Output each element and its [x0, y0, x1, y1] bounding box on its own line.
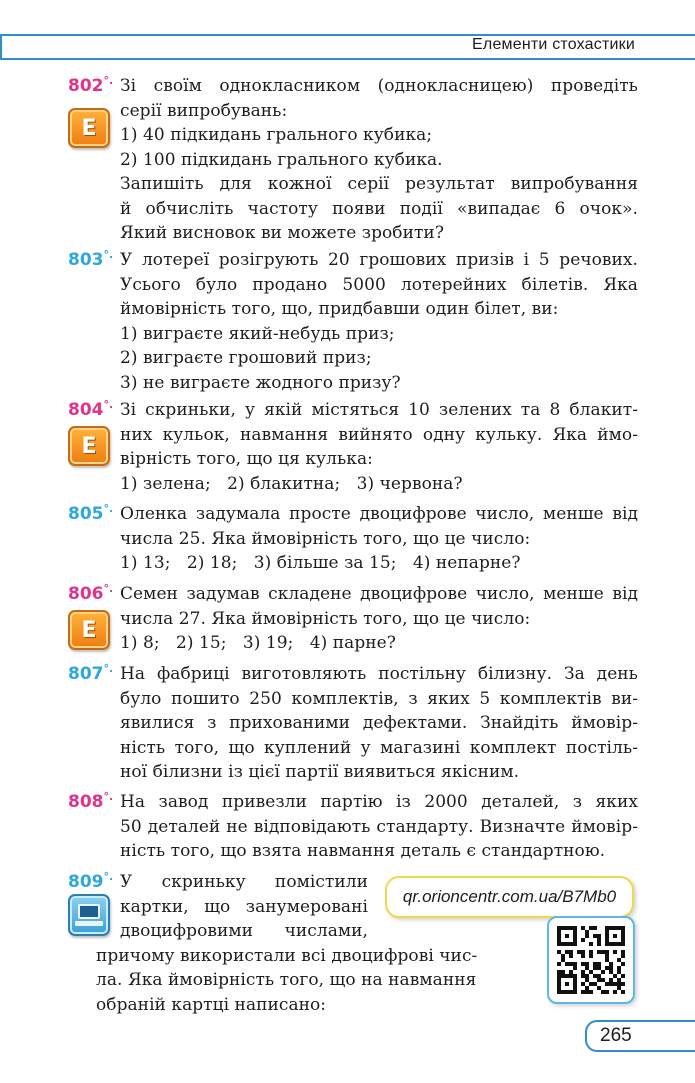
problem-text: Семен задумав складене двоцифрове число, менше від числа 27. Яка ймовірність того, що це число: 1) 8; 2) 15; 3) 19; 4) парне? — [120, 584, 638, 653]
e-icon: E — [68, 426, 110, 466]
e-icon: E — [68, 610, 110, 650]
problem-number: 805°. — [68, 502, 114, 524]
problem-number: 802°. — [68, 74, 114, 96]
problem-number: 806°. — [68, 582, 114, 604]
problem-number: 803°. — [68, 248, 114, 270]
problem-804 — [68, 398, 638, 496]
problem-number: 804°. — [68, 398, 114, 420]
qr-code-icon — [557, 926, 625, 994]
problem-text: Зі своїм однокласником (однокласницею) проведіть серії випробувань: 1) 40 підкидань грального кубика; 2) 100 підкидань грального кубика. Запишіть для кожної серії результат випробування й обчисліть частоту появи події «випадає 6 очок». Який висновок ви можете зробити? — [120, 76, 638, 243]
page-number: 265 — [600, 1025, 632, 1046]
problem-802 — [68, 74, 638, 246]
problem-806 — [68, 582, 638, 656]
computer-icon — [68, 894, 110, 936]
problem-text: Оленка задумала просте двоцифрове число, менше від числа 25. Яка ймовірність того, що це число: 1) 13; 2) 18; 3) більше за 15; 4) непарне? — [120, 504, 638, 573]
problem-number: 807°. — [68, 662, 114, 684]
problem-text: У скриньку помістили картки, що занумеровані двоцифровими числами, причому використали всі двоцифрові чис- ла. Яка ймовірність того, що на навмання обраній картці написано: — [96, 872, 478, 1015]
problem-807 — [68, 662, 638, 785]
qr-link[interactable]: qr.orioncentr.com.ua/B7Mb0 — [385, 876, 634, 918]
problem-number: 808°. — [68, 790, 114, 812]
problem-text: На завод привезли партію із 2000 деталей, з яких 50 деталей не відповідають стандарту. Визначте ймовір- ність того, що взята навмання деталь є стандартною. — [120, 792, 638, 861]
problem-803 — [68, 248, 638, 395]
problem-number: 809°. — [68, 870, 114, 892]
problem-text: У лотереї розігрують 20 грошових призів і 5 речових. Усього було продано 5000 лотерейних білетів. Яка ймовірність того, що, придбавши один білет, ви: 1) виграєте який-небудь приз; 2) виграєте грошовий приз; 3) не виграєте жодного призу? — [120, 250, 638, 393]
problem-text: Зі скриньки, у якій містяться 10 зелених та 8 блакит- них кульок, навмання вийнято одну кульку. Яка ймо- вірність того, що ця кулька: 1) зелена; 2) блакитна; 3) червона? — [120, 400, 638, 494]
problem-805 — [68, 502, 638, 576]
qr-code[interactable] — [547, 916, 635, 1004]
problem-text: На фабриці виготовляють постільну білизну. За день було пошито 250 комплектів, з яких 5 комплектів ви- явилися з прихованими дефектами. Знайдіть ймовір- ність того, що куплений у магазині комплект постіль- ної білизни із цієї партії виявиться якісним. — [120, 664, 638, 782]
problem-808 — [68, 790, 638, 864]
e-icon: E — [68, 108, 110, 148]
running-header: Елементи стохастики — [472, 36, 635, 53]
